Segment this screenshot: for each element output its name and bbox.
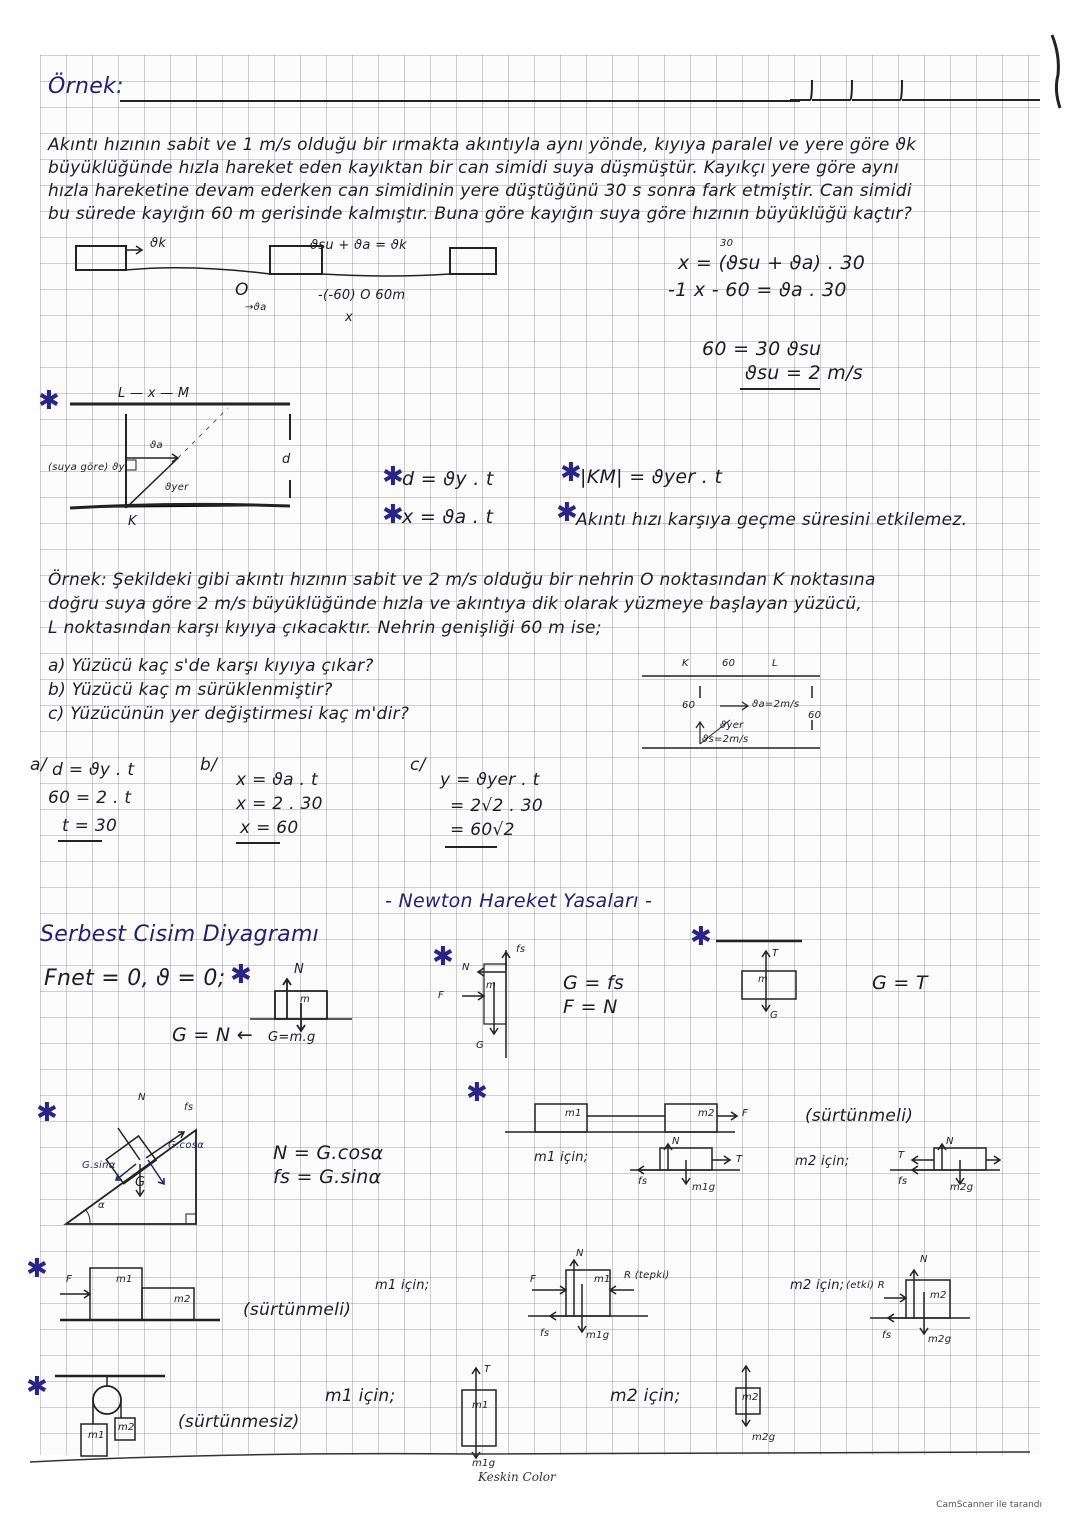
- force-label: F: [742, 1108, 749, 1119]
- example1-heading: Örnek:: [48, 74, 124, 99]
- solution-line-3: 60 = 30 ϑsu: [702, 338, 822, 360]
- mass-label: m: [486, 980, 497, 991]
- boat-diagram: [70, 240, 500, 300]
- page-bottom-edge: [30, 1450, 1040, 1464]
- star-icon: ✱: [556, 498, 578, 528]
- answer-c-result: = 60√2: [450, 820, 515, 840]
- example1-line-4: bu sürede kayığın 60 m gerisinde kalmıştır. Buna göre kayığın suya göre hızının büyüklüğü kaçtır?: [48, 204, 913, 224]
- river-crossing-diagram: [68, 400, 308, 515]
- case3-equation: G = T: [872, 972, 928, 994]
- rope-blocks-diagram: [505, 1100, 765, 1135]
- pulley-diagram: [55, 1370, 175, 1460]
- fbd-block-on-floor: [250, 975, 360, 1035]
- notebook-brand: Keskin Color: [478, 1470, 556, 1484]
- answer-c-line-2: = 2√2 . 30: [450, 796, 543, 816]
- right-width-label: 60: [808, 710, 822, 721]
- gcos-label: G.cosα: [168, 1140, 205, 1151]
- formula-km: |KM| = ϑyer . t: [580, 466, 723, 488]
- normal-label: N: [946, 1136, 954, 1147]
- gsin-label: G.sinα: [82, 1160, 116, 1171]
- m1-label: m1: [594, 1274, 611, 1285]
- answer-c-label: c/: [410, 755, 426, 775]
- section-title: - Newton Hareket Yasaları -: [385, 890, 653, 912]
- m1-fbd-label: m1 için;: [534, 1150, 589, 1165]
- answer-c-line-1: y = ϑyer . t: [440, 770, 540, 790]
- example2-line-2: doğru suya göre 2 m/s büyüklüğünde hızla ve akıntıya dik olarak yüzmeye başlayan yüzücü,: [48, 594, 863, 614]
- weight-label: G: [135, 1175, 146, 1190]
- star-icon: ✱: [230, 960, 252, 990]
- m2-fbd-label: m2 için;: [790, 1278, 845, 1293]
- answer-a-line-2: 60 = 2 . t: [48, 788, 132, 808]
- weight-label: G: [770, 1010, 779, 1021]
- vyer-label: ϑyer: [165, 482, 189, 493]
- point-k-label: K: [128, 514, 137, 529]
- vyer-label: ϑyer: [720, 720, 744, 731]
- m1-label: m1: [472, 1400, 489, 1411]
- river-top-label: L — x — M: [118, 386, 190, 401]
- friction-label: fs: [516, 944, 526, 955]
- weight-label: G=m.g: [268, 1030, 316, 1045]
- m1-fbd-label: m1 için;: [375, 1278, 430, 1293]
- star-icon: ✱: [690, 922, 712, 952]
- force-label: F: [530, 1274, 537, 1285]
- m2-fbd-label: m2 için;: [795, 1154, 850, 1169]
- current-velocity-label: ϑa=2m/s: [752, 699, 800, 710]
- example1-line-2: büyüklüğünde hızla hareket eden kayıktan bir can simidi suya düşmüştür. Kayıkçı yere göre aynı: [48, 158, 899, 178]
- header-boxes-decoration: [790, 78, 1050, 104]
- answer-b-label: b/: [200, 755, 218, 775]
- friction-label: fs: [638, 1176, 648, 1187]
- solution-result: ϑsu = 2 m/s: [745, 362, 863, 384]
- incline-equation-1: N = G.cosα: [273, 1142, 384, 1164]
- x-label: x: [345, 310, 353, 325]
- scanner-watermark: CamScanner ile tarandı: [936, 1500, 1042, 1510]
- origin-label: O: [235, 280, 249, 300]
- weight-label: m2g: [928, 1334, 952, 1345]
- vy-label: (suya göre) ϑy: [48, 462, 125, 473]
- m1-label: m1: [88, 1430, 105, 1441]
- weight-label: G: [476, 1040, 485, 1051]
- rope-note: (sürtünmeli): [805, 1106, 914, 1126]
- m1-fbd-diagram: [630, 1140, 750, 1190]
- weight-label: m2g: [752, 1432, 776, 1443]
- margin-bracket-decoration: [1040, 30, 1070, 110]
- m1-label: m1: [116, 1274, 133, 1285]
- result-underline: [740, 388, 820, 390]
- solution-line-1: x = (ϑsu + ϑa) . 30: [678, 252, 866, 274]
- point-k-label: K: [682, 658, 689, 669]
- answer-underline: [236, 842, 280, 844]
- contact-blocks-diagram: [60, 1262, 230, 1322]
- question-b: b) Yüzücü kaç m sürüklenmiştir?: [48, 680, 333, 700]
- star-icon: ✱: [466, 1078, 488, 1108]
- pulley-note: (sürtünmesiz): [178, 1412, 300, 1432]
- weight-label: m1g: [586, 1330, 610, 1341]
- answer-underline: [445, 846, 497, 848]
- m2-label: m2: [742, 1392, 759, 1403]
- velocity-relation: ϑsu + ϑa = ϑk: [310, 238, 407, 253]
- formula-x: x = ϑa . t: [402, 506, 494, 528]
- incline-equation-2: fs = G.sinα: [273, 1166, 382, 1188]
- answer-a-label: a/: [30, 755, 47, 775]
- friction-label: fs: [184, 1102, 194, 1113]
- m2-label: m2: [930, 1290, 947, 1301]
- star-icon: ✱: [26, 1254, 48, 1284]
- example1-line-3: hızla hareketine devam ederken can simidinin yere düştüğünü 30 s sonra fark etmiştir. Can simidi: [48, 181, 912, 201]
- mass-label: m: [758, 974, 769, 985]
- va-vector-label: ϑa: [150, 440, 163, 451]
- answer-b-line-1: x = ϑa . t: [236, 770, 318, 790]
- case1-equation: G = N ←: [172, 1024, 253, 1046]
- normal-label: N: [576, 1248, 584, 1259]
- tension-label: T: [772, 948, 779, 959]
- m2-label: m2: [118, 1422, 135, 1433]
- star-icon: ✱: [26, 1372, 48, 1402]
- weight-label: m2g: [950, 1182, 974, 1193]
- normal-label: N: [920, 1254, 928, 1265]
- answer-a-line-1: d = ϑy . t: [52, 760, 135, 780]
- example2-line-1: Örnek: Şekildeki gibi akıntı hızının sabit ve 2 m/s olduğu bir nehrin O noktasından K noktasına: [48, 570, 876, 590]
- normal-label: N: [672, 1136, 680, 1147]
- star-icon: ✱: [432, 942, 454, 972]
- vk-label: ϑk: [150, 236, 167, 251]
- answer-underline: [58, 840, 102, 842]
- action-label: (etki) R: [846, 1280, 885, 1291]
- m1-label: m1: [565, 1108, 582, 1119]
- m1-fbd-label: m1 için;: [325, 1386, 396, 1406]
- question-c: c) Yüzücünün yer değiştirmesi kaç m'dir?: [48, 704, 410, 724]
- reaction-label: R (tepki): [624, 1270, 670, 1281]
- formula-d: d = ϑy . t: [402, 468, 494, 490]
- star-icon: ✱: [382, 500, 404, 530]
- tension-label: T: [736, 1154, 743, 1165]
- m2-fbd-label: m2 için;: [610, 1386, 681, 1406]
- star-icon: ✱: [38, 386, 60, 416]
- case2-equation-1: G = fs: [563, 972, 625, 994]
- friction-label: fs: [882, 1330, 892, 1341]
- m2-label: m2: [698, 1108, 715, 1119]
- normal-force-label: N: [294, 962, 305, 977]
- width-label: 60: [722, 658, 736, 669]
- question-a: a) Yüzücü kaç s'de karşı kıyıya çıkar?: [48, 656, 374, 676]
- heading-underline: [120, 100, 800, 102]
- answer-a-result: t = 30: [62, 816, 118, 836]
- m2-label: m2: [174, 1294, 191, 1305]
- left-width-label: 60: [682, 700, 696, 711]
- star-icon: ✱: [560, 458, 582, 488]
- tension-label: T: [898, 1150, 905, 1161]
- point-l-label: L: [772, 658, 778, 669]
- va-label: →ϑa: [245, 302, 267, 313]
- normal-label: N: [462, 962, 470, 973]
- solution-note: 30: [720, 238, 734, 249]
- river-note: Akıntı hızı karşıya geçme süresini etkilemez.: [576, 510, 968, 530]
- answer-b-result: x = 60: [240, 818, 299, 838]
- example2-line-3: L noktasından karşı kıyıya çıkacaktır. Nehrin genişliği 60 m ise;: [48, 618, 602, 638]
- angle-label: α: [98, 1200, 105, 1211]
- weight-label: m1g: [472, 1458, 496, 1469]
- star-icon: ✱: [36, 1098, 58, 1128]
- fbd-title: Serbest Cisim Diyagramı: [40, 922, 320, 947]
- tension-label: T: [484, 1364, 491, 1375]
- friction-label: fs: [898, 1176, 908, 1187]
- force-label: F: [66, 1274, 73, 1285]
- case2-equation-2: F = N: [563, 996, 618, 1018]
- example1-line-1: Akıntı hızının sabit ve 1 m/s olduğu bir ırmakta akıntıyla aynı yönde, kıyıya paralel ve yere göre ϑk: [48, 135, 917, 155]
- normal-label: N: [138, 1092, 146, 1103]
- push-force-label: F: [438, 990, 445, 1001]
- equilibrium-condition: Fnet = 0, ϑ = 0;: [44, 966, 226, 991]
- friction-label: fs: [540, 1328, 550, 1339]
- star-icon: ✱: [382, 462, 404, 492]
- distance-label: -(-60) O 60m: [318, 288, 406, 303]
- swimmer-velocity-label: ϑs=2m/s: [702, 734, 749, 745]
- contact-note: (sürtünmeli): [243, 1300, 352, 1320]
- answer-b-line-2: x = 2 . 30: [236, 794, 323, 814]
- mass-label: m: [300, 994, 311, 1005]
- solution-line-2: -1 x - 60 = ϑa . 30: [668, 279, 847, 301]
- weight-label: m1g: [692, 1182, 716, 1193]
- depth-label: d: [282, 452, 291, 467]
